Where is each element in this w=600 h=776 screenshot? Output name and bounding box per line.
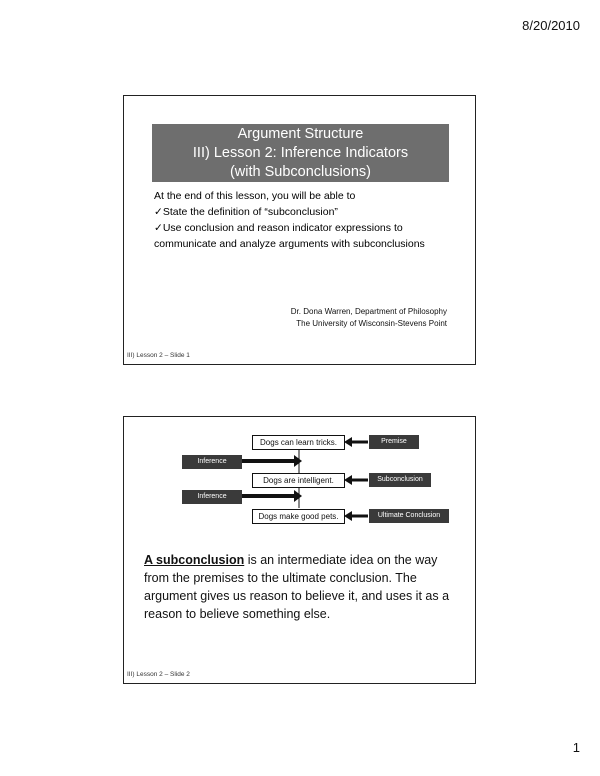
slide-2 — [123, 416, 476, 684]
label-inference-2: Inference — [182, 490, 242, 504]
label-subconclusion: Subconclusion — [369, 473, 431, 487]
slide-title — [152, 124, 449, 182]
inference-arrow-2 — [234, 490, 302, 502]
objectives-intro: At the end of this lesson, you will be able to — [154, 190, 356, 202]
label-premise: Premise — [369, 435, 419, 449]
definition-term: A subconclusion — [144, 553, 245, 567]
definition-line-4: reason to believe something else. — [144, 607, 331, 621]
subconclusion-arrow — [344, 475, 368, 485]
statement-subconclusion: Dogs are intelligent. — [252, 473, 345, 488]
learning-objectives — [154, 188, 454, 252]
title-line-3: (with Subconclusions) — [229, 164, 372, 180]
checkmark-icon: ✓ — [154, 206, 163, 218]
objective-1: ✓State the definition of “subconclusion” — [154, 206, 338, 218]
slide-footer: III) Lesson 2 – Slide 1 — [127, 352, 190, 359]
slide-1 — [123, 95, 476, 365]
objective-2: ✓Use conclusion and reason indicator expressions to — [154, 222, 403, 234]
label-inference-1: Inference — [182, 455, 242, 469]
page-number: 1 — [572, 740, 580, 755]
page-date: 8/20/2010 — [522, 18, 580, 33]
inference-arrow-1 — [234, 455, 302, 467]
definition-line-2: from the premises to the ultimate conclusion. The — [144, 571, 417, 585]
statement-premise: Dogs can learn tricks. — [252, 435, 345, 450]
title-line-1: Argument Structure — [237, 126, 364, 142]
definition-line-1: A subconclusion is an intermediate idea on the way — [144, 553, 438, 567]
subconclusion-definition — [144, 551, 464, 623]
author-credit — [197, 306, 447, 330]
ultimate-conclusion-arrow — [344, 511, 368, 521]
author-name: Dr. Dona Warren, Department of Philosophy — [290, 307, 447, 316]
statement-ultimate-conclusion: Dogs make good pets. — [252, 509, 345, 524]
slide-footer: III) Lesson 2 – Slide 2 — [127, 671, 190, 678]
title-line-2: III) Lesson 2: Inference Indicators — [192, 145, 409, 161]
author-affiliation: The University of Wisconsin-Stevens Point — [296, 319, 447, 328]
definition-line-3: argument gives us reason to believe it, and uses it as a — [144, 589, 450, 603]
checkmark-icon: ✓ — [154, 222, 163, 234]
premise-arrow — [344, 437, 368, 447]
objective-2-continued: communicate and analyze arguments with subconclusions — [154, 238, 425, 250]
label-ultimate-conclusion: Ultimate Conclusion — [369, 509, 449, 523]
